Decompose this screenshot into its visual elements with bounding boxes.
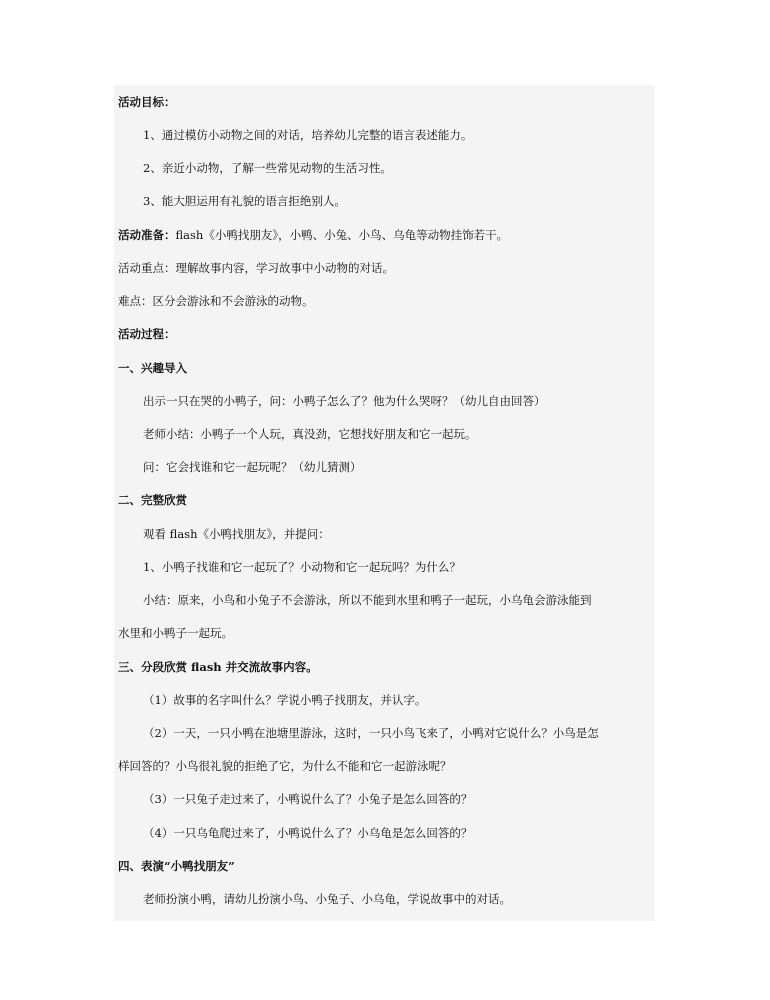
section-1-title: 一、兴趣导入 [118, 361, 187, 375]
section-2-title: 二、完整欣赏 [118, 493, 187, 507]
prep-text: flash《小鸭找朋友》，小鸭、小兔、小鸟、乌龟等动物挂饰若干。 [175, 228, 509, 242]
section-4-para-1: 老师扮演小鸭，请幼儿扮演小鸟、小兔子、小乌龟，学说故事中的对话。 [143, 892, 511, 906]
process-heading: 活动过程： [118, 327, 176, 341]
goal-heading: 活动目标： [118, 95, 176, 109]
section-3-para-1: （1）故事的名字叫什么？学说小鸭子找朋友，并认字。 [143, 693, 427, 707]
difficulty-line: 难点：区分会游泳和不会游泳的动物。 [118, 294, 314, 308]
goal-item-1: 1、通过模仿小动物之间的对话，培养幼儿完整的语言表述能力。 [143, 128, 473, 142]
section-3-para-2a: （2）一天，一只小鸭在池塘里游泳，这时，一只小鸟飞来了，小鸭对它说什么？小鸟是怎 [143, 726, 599, 740]
goal-item-3: 3、能大胆运用有礼貌的语言拒绝别人。 [143, 194, 346, 208]
focus-line: 活动重点：理解故事内容，学习故事中小动物的对话。 [118, 261, 394, 275]
section-3-para-3: （3）一只兔子走过来了，小鸭说什么了？小兔子是怎么回答的？ [143, 792, 473, 806]
document-page [114, 85, 655, 921]
section-1-para-1: 出示一只在哭的小鸭子，问：小鸭子怎么了？他为什么哭呀？（幼儿自由回答） [143, 394, 546, 408]
goal-item-2: 2、亲近小动物，了解一些常见动物的生活习性。 [143, 161, 392, 175]
section-2-para-3b: 水里和小鸭子一起玩。 [118, 626, 233, 640]
prep-line [118, 227, 508, 243]
section-2-para-1: 观看 flash《小鸭找朋友》，并提问： [143, 527, 330, 541]
section-2-para-2: 1、小鸭子找谁和它一起玩了？小动物和它一起玩吗？为什么？ [143, 560, 461, 574]
prep-label: 活动准备： [118, 228, 176, 242]
section-4-title: 四、表演“小鸭找朋友” [118, 859, 235, 873]
section-1-para-2: 老师小结：小鸭子一个人玩，真没劲，它想找好朋友和它一起玩。 [143, 427, 477, 441]
section-3-title: 三、分段欣赏 flash 并交流故事内容。 [118, 660, 318, 674]
section-3-para-2b: 样回答的？小鸟很礼貌的拒绝了它，为什么不能和它一起游泳呢？ [118, 759, 452, 773]
section-1-para-3: 问：它会找谁和它一起玩呢？（幼儿猜测） [143, 460, 362, 474]
section-2-para-3a: 小结：原来，小鸟和小兔子不会游泳，所以不能到水里和鸭子一起玩，小乌龟会游泳能到 [143, 593, 592, 607]
section-3-para-4: （4）一只乌龟爬过来了，小鸭说什么了？小乌龟是怎么回答的？ [143, 826, 473, 840]
